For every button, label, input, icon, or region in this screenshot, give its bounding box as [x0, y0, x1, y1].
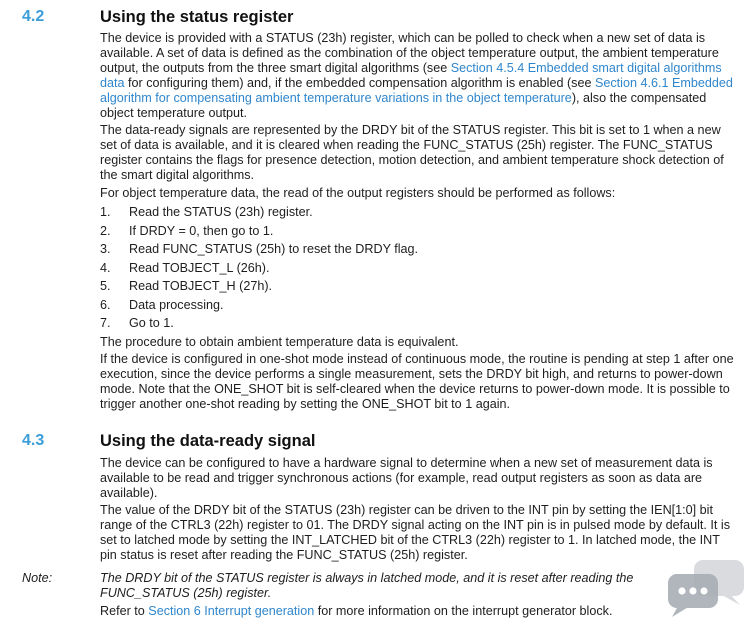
paragraph-line	[100, 76, 733, 91]
note-label: Note:	[22, 570, 53, 585]
step-text: Read the STATUS (23h) register.	[129, 205, 313, 219]
note-text	[100, 571, 633, 601]
paragraph-line	[100, 31, 733, 46]
paragraph-line	[100, 46, 733, 61]
paragraph	[100, 335, 458, 350]
link-section-4-6-1[interactable]: algorithm for compensating ambient temperature variations in the object temperature	[100, 90, 572, 105]
paragraph-line: mode. Note that the ONE_SHOT bit is self-cleared when the device returns to power-down mode. It is possible to	[100, 381, 730, 396]
paragraph	[100, 186, 615, 201]
paragraph-line: If the device is configured in one-shot mode instead of continuous mode, the routine is pending at step 1 after one	[100, 351, 734, 366]
link-section-4-5-4[interactable]: Section 4.5.4 Embedded smart digital algorithms	[450, 60, 722, 75]
paragraph-line: For object temperature data, the read of the output registers should be performed as follows:	[100, 185, 616, 200]
step-text: If DRDY = 0, then go to 1.	[129, 223, 274, 238]
paragraph-line: pin status is reset after reading the FUNC_STATUS (25h) register.	[100, 547, 468, 562]
paragraph-line: FUNC_STATUS (25h) register.	[100, 585, 272, 600]
paragraph-line: trigger another one-shot reading by setting the ONE_SHOT bit to 1 again.	[100, 396, 511, 411]
step-number: 3.	[100, 242, 111, 256]
paragraph	[100, 456, 713, 501]
paragraph-line: available).	[100, 485, 158, 500]
paragraph-line: execution, since the device performs a single measurement, sets the DRDY bit high, and returns to power-down	[100, 366, 723, 381]
step-number: 4.	[100, 260, 111, 275]
paragraph-line	[100, 61, 733, 76]
list-item	[100, 222, 700, 241]
section-title: Using the status register	[100, 8, 294, 26]
step-number: 1.	[100, 205, 111, 219]
list-item	[100, 296, 700, 315]
step-number: 5.	[100, 279, 111, 293]
text-run: Refer to	[100, 603, 149, 618]
numbered-steps-list	[100, 203, 700, 333]
paragraph-line: The procedure to obtain ambient temperature data is equivalent.	[100, 334, 459, 349]
paragraph	[100, 123, 724, 183]
step-number: 7.	[100, 316, 111, 330]
section-number: 4.2	[22, 8, 45, 25]
step-number: 2.	[100, 223, 111, 238]
section-number: 4.3	[22, 432, 45, 449]
paragraph-line: set to latched mode by setting the INT_LATCHED bit of the CTRL3 (22h) register to 1. In latched mode, the INT	[100, 532, 720, 547]
text-run: The device is provided with a STATUS (23h) register, which can be polled to check when a new set of data is	[100, 30, 706, 45]
paragraph-line: register contains the flags for presence detection, motion detection, and ambient temperature shock detection of	[100, 152, 724, 167]
link-section-4-5-4[interactable]: data	[100, 75, 125, 90]
step-text: Read FUNC_STATUS (25h) to reset the DRDY flag.	[129, 242, 419, 256]
paragraph-line: The value of the DRDY bit of the STATUS (23h) register can be driven to the INT pin by setting the IEN[1:0] bit	[100, 502, 713, 517]
watermark-chat-bubble-icon	[660, 556, 748, 638]
paragraph	[100, 352, 734, 412]
link-section-6[interactable]: Section 6 Interrupt generation	[148, 603, 315, 618]
paragraph-line: The data-ready signals are represented by the DRDY bit of the STATUS register. This bit is set to 1 when a new	[100, 122, 721, 137]
paragraph-line: the smart digital algorithms.	[100, 167, 254, 182]
paragraph-line: The DRDY bit of the STATUS register is always in latched mode, and it is reset after reading the	[100, 570, 634, 585]
list-item	[100, 203, 700, 222]
paragraph-line: range of the CTRL3 (22h) register to 01. The DRDY signal acting on the INT pin is in pulsed mode by default. It is	[100, 517, 731, 532]
text-run: for more information on the interrupt generator block.	[314, 603, 613, 618]
section-title: Using the data-ready signal	[100, 432, 316, 450]
paragraph	[100, 503, 730, 563]
paragraph-line: The device can be configured to have a hardware signal to determine when a new set of measurement data is	[100, 455, 713, 470]
paragraph	[100, 31, 733, 121]
paragraph-line	[100, 106, 733, 121]
list-item	[100, 259, 700, 278]
list-item	[100, 314, 700, 333]
step-text: Read TOBJECT_H (27h).	[129, 279, 273, 293]
paragraph	[100, 604, 612, 619]
step-text: Read TOBJECT_L (26h).	[129, 260, 270, 275]
paragraph-line: set of data is available, and it is cleared when reading the FUNC_STATUS (25h) register. The FUNC_STATUS	[100, 137, 713, 152]
front-bubble	[668, 574, 718, 617]
list-item	[100, 277, 700, 296]
paragraph-line	[100, 91, 733, 106]
text-run: output, the outputs from the three smart digital algorithms (see	[100, 60, 451, 75]
paragraph-line	[100, 604, 612, 619]
link-section-4-6-1[interactable]: Section 4.6.1 Embedded	[594, 75, 733, 90]
step-text: Go to 1.	[129, 316, 174, 330]
text-run: for configuring them) and, if the embedded compensation algorithm is enabled (see	[124, 75, 595, 90]
step-number: 6.	[100, 297, 111, 312]
paragraph-line: available to be read and trigger synchronous actions (for example, read output registers as soon as data are	[100, 470, 703, 485]
step-text: Data processing.	[129, 297, 224, 312]
text-run: available. A set of data is defined as the combination of the object temperature output, the ambient temperature	[100, 45, 719, 60]
text-run: object temperature output.	[100, 105, 248, 120]
list-item	[100, 240, 700, 259]
text-run: ), also the compensated	[571, 90, 707, 105]
